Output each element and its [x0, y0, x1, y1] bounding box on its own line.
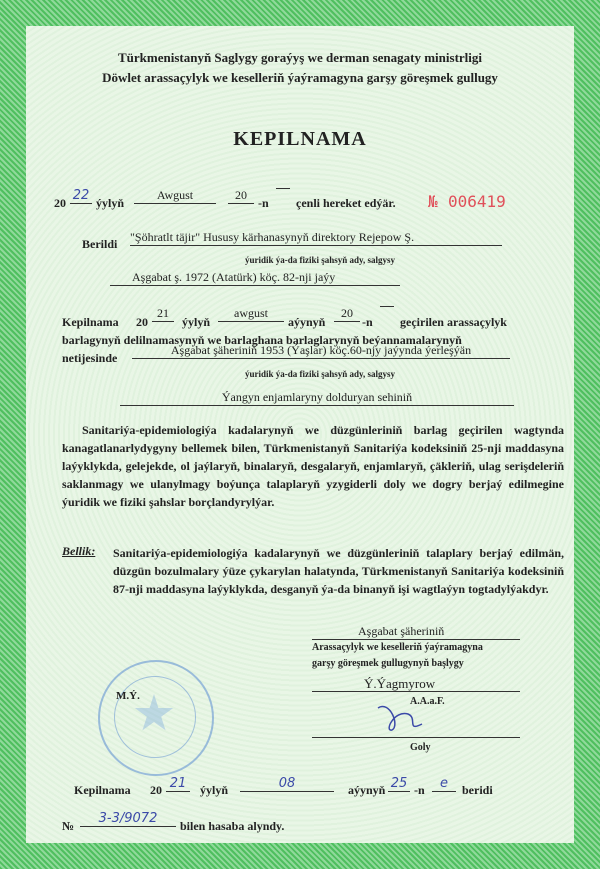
signature-office-2: garşy göreşmek gullugynyň başlygy	[312, 658, 464, 669]
footer-issued-word: beridi	[462, 783, 493, 797]
footer-label: Kepilnama	[74, 783, 131, 797]
ministry-line-1: Türkmenistanyň Saglygy goraýyş we derman senagaty ministrligi	[117, 50, 482, 65]
validity-year: 22	[70, 188, 92, 204]
issued-address-line	[110, 284, 400, 286]
official-stamp	[98, 660, 214, 776]
basis-blank	[380, 306, 394, 307]
validity-number-sign: №	[428, 192, 438, 211]
basis-caption: ýuridik ýa-da fiziki şahsyň ady, salgysy	[244, 369, 396, 379]
validity-year-word: ýylyň	[96, 196, 125, 210]
footer-year-word: ýylyň	[200, 783, 229, 797]
basis-place: Aşgabat şäheriniň 1953 (Ýaşlar) köç.60-njy jaýynda ýerleşýän	[132, 343, 510, 359]
ministry-line-2: Döwlet arassaçylyk we keselleriň ýaýramagyna garşy göreşmek gullugy	[102, 70, 498, 85]
footer-year: 21	[166, 776, 190, 792]
signature-city-line	[312, 638, 520, 640]
footer-day-suffix: -n	[414, 783, 425, 797]
footer-month-word: aýynyň	[348, 783, 386, 797]
basis-text-2: barlagynyň delilnamasynyň we barlaghana barlaglarynyň beýannamalarynyň	[62, 333, 462, 347]
issued-to: "Şöhratlt täjir" Hususy kärhanasynyň direktory Rejepow Ş.	[130, 230, 502, 246]
basis-month-word: aýynyň	[288, 315, 326, 329]
note-label: Bellik:	[62, 544, 96, 558]
signature-name-line	[312, 690, 520, 692]
note-text: Sanitariýa-epidemiologiýa kadalarynyň we düzgünleriniň talaplary berjaý edilmän, düzgün bozulmalary ýüze çykarylan halatynda, Türkmenistanyň Sanitariýa kodeksiniň 87-nji maddasyna laýyklykda, desganyň ýa-da binanyň işi wagtlaýyn togtadylýakdyr.	[113, 546, 564, 596]
basis-year-word: ýylyň	[182, 315, 211, 329]
basis-object: Ýangyn enjamlaryny dolduryan sehiniň	[120, 390, 514, 406]
basis-text-3: netijesinde	[62, 351, 118, 365]
issued-label: Berildi	[82, 237, 118, 251]
footer-reg-number: 3-3/9072	[80, 811, 176, 827]
footer-day: 25	[388, 776, 410, 792]
validity-text: çenli hereket edýär.	[296, 196, 396, 210]
footer-day-extra: e	[432, 776, 456, 792]
signature-name: Ý.Ýagmyrow	[364, 676, 436, 691]
signature-faa: A.A.a.F.	[410, 696, 445, 707]
handwritten-signature	[370, 696, 430, 736]
signature-city: Aşgabat şäheriniň	[358, 624, 445, 638]
basis-year-prefix: 20	[136, 315, 148, 329]
footer-month: 08	[240, 776, 334, 792]
issued-address: Aşgabat ş. 1972 (Atatürk) köç. 82-nji jaýy	[132, 270, 336, 284]
validity-day-suffix: -n	[258, 196, 269, 210]
basis-label: Kepilnama	[62, 315, 119, 329]
footer-year-prefix: 20	[150, 783, 162, 797]
signature-office-1: Arassaçylyk we keselleriň ýaýramagyna	[312, 642, 483, 653]
signature-goly-line	[312, 736, 520, 738]
document-title: KEPILNAMA	[233, 128, 367, 150]
validity-year-prefix: 20	[54, 196, 66, 210]
basis-year: 21	[152, 306, 174, 322]
validity-month: Awgust	[134, 188, 216, 204]
footer-reg-text: bilen hasaba alyndy.	[180, 819, 285, 833]
main-paragraph: Sanitariýa-epidemiologiýa kadalarynyň we düzgünleriniň barlag geçirilen wagtynda kanagatlanarlydygyny bellemek bilen, Türkmenistanyň Sanitariýa kodeksiniň 25-nji maddasyna laýyklykda, gelejekde, ol jaýlaryň, binalaryň, desgalaryň, enjamlaryň, çäkleriň, ulag serişdeleriň saklanmagy we ulanylmagy boýunça talaplaryň yzygiderli doly we dogry berjaý edilmegine ýuridik we fiziki şahslar borçlandyrylýar.	[62, 423, 564, 509]
basis-text-1: geçirilen arassaçylyk	[400, 315, 507, 329]
basis-month: awgust	[218, 306, 284, 322]
footer-number-sign: №	[62, 819, 75, 833]
basis-day: 20	[334, 306, 360, 322]
basis-day-suffix: -n	[362, 315, 373, 329]
validity-number: 006419	[448, 192, 506, 211]
validity-day: 20	[228, 188, 254, 204]
signature-goly: Goly	[410, 742, 431, 753]
validity-blank	[276, 188, 290, 189]
stamp-place-label: M.Ý.	[116, 690, 140, 702]
issued-caption: ýuridik ýa-da fiziki şahsyň ady, salgysy	[244, 255, 396, 265]
